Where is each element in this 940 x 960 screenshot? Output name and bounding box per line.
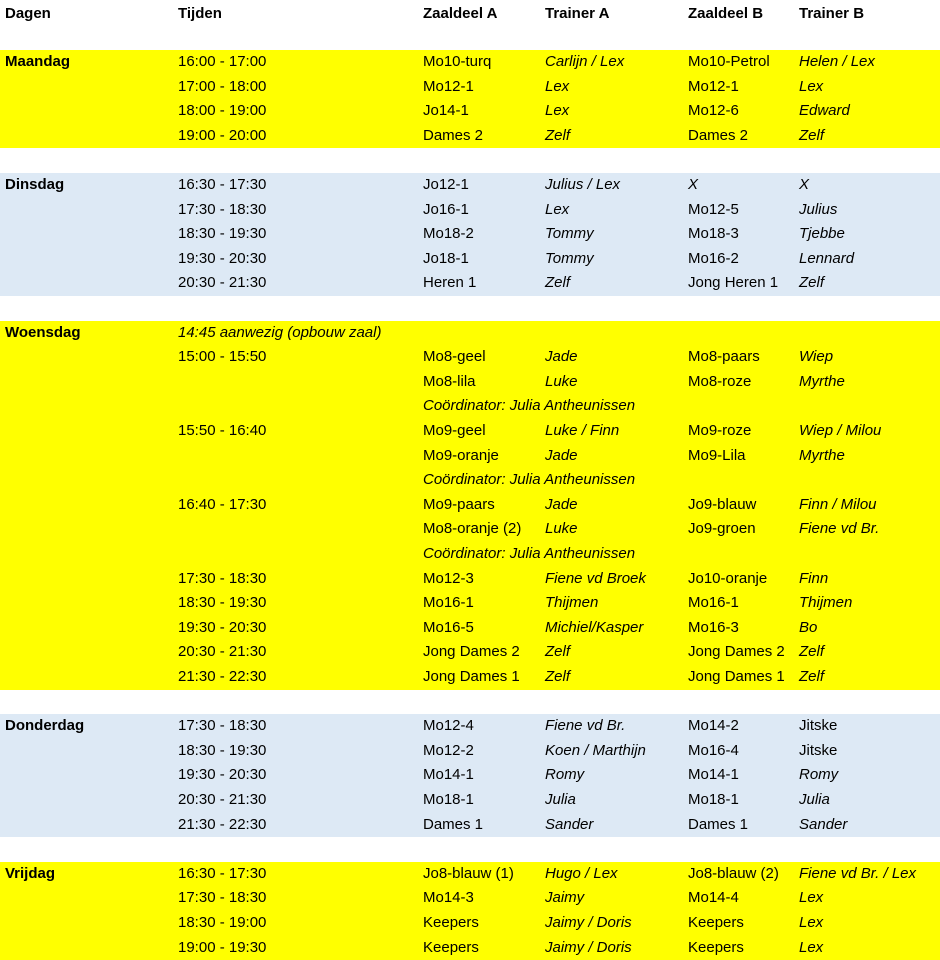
zaaldeel-a-cell: Mo9-paars	[423, 495, 495, 513]
coordinator-note: Coördinator: Julia Antheunissen	[423, 397, 636, 415]
day-label: Maandag	[5, 53, 71, 70]
zaaldeel-b-cell: Mo12-6	[688, 102, 739, 120]
zaaldeel-b-cell: Jo9-blauw	[688, 495, 757, 513]
trainer-a-cell: Jaimy	[545, 889, 585, 907]
table-row	[0, 665, 940, 690]
trainer-b-cell: Tjebbe	[799, 225, 845, 243]
trainer-a-cell: Fiene vd Broek	[545, 569, 646, 587]
zaaldeel-b-cell: Mo14-2	[688, 717, 739, 735]
time-cell: 19:30 - 20:30	[178, 766, 267, 784]
table-row	[0, 247, 940, 272]
table-row	[0, 321, 940, 346]
time-cell: 18:30 - 19:30	[178, 594, 267, 612]
time-cell: 18:00 - 19:00	[178, 102, 267, 120]
day-label: Vrijdag	[5, 864, 56, 882]
table-row	[0, 714, 940, 739]
table-row	[0, 591, 940, 616]
zaaldeel-b-cell: X	[688, 176, 699, 193]
zaaldeel-a-cell: Mo14-1	[423, 766, 474, 784]
trainer-b-cell: Fiene vd Br. / Lex	[799, 864, 916, 882]
zaaldeel-a-cell: Dames 1	[423, 815, 484, 833]
table-row	[0, 124, 940, 149]
day-label: Donderdag	[5, 717, 85, 735]
zaaldeel-a-cell: Mo16-1	[423, 594, 474, 612]
table-row	[0, 616, 940, 641]
zaaldeel-a-cell: Jo12-1	[423, 176, 469, 193]
table-row	[0, 517, 940, 542]
trainer-a-cell: Zelf	[545, 668, 571, 685]
time-cell: 17:30 - 18:30	[178, 889, 267, 907]
trainer-b-cell: Helen / Lex	[799, 53, 875, 70]
table-row	[0, 468, 940, 493]
table-row	[0, 763, 940, 788]
trainer-a-cell: Sander	[545, 815, 594, 833]
time-cell: 16:30 - 17:30	[178, 176, 267, 193]
table-row	[0, 394, 940, 419]
zaaldeel-a-cell: Mo18-2	[423, 225, 474, 243]
table-row	[0, 271, 940, 296]
zaaldeel-b-cell: Mo18-3	[688, 225, 739, 243]
trainer-b-cell: Wiep	[799, 348, 834, 366]
header-row	[0, 2, 940, 27]
trainer-b-cell: Edward	[799, 102, 850, 120]
zaaldeel-a-cell: Jong Dames 1	[423, 668, 520, 685]
table-row	[0, 493, 940, 518]
time-cell: 17:30 - 18:30	[178, 569, 267, 587]
zaaldeel-b-cell: Mo9-Lila	[688, 446, 746, 464]
trainer-b-cell: Myrthe	[799, 446, 845, 464]
trainer-b-cell: Lennard	[799, 249, 855, 267]
trainer-b-cell: Bo	[799, 618, 818, 636]
trainer-b-cell: Julia	[799, 791, 830, 808]
zaaldeel-a-cell: Heren 1	[423, 274, 477, 292]
zaaldeel-a-cell: Mo8-geel	[423, 348, 486, 366]
zaaldeel-b-cell: Mo12-1	[688, 77, 739, 95]
day-label: Woensdag	[5, 323, 81, 341]
table-row	[0, 886, 940, 911]
trainer-a-cell: Jade	[545, 446, 578, 464]
table-row	[0, 788, 940, 813]
trainer-a-cell: Lex	[545, 77, 570, 95]
table-row	[0, 370, 940, 395]
trainer-a-cell: Jaimy / Doris	[545, 938, 632, 956]
zaaldeel-b-cell: Dames 2	[688, 126, 749, 144]
time-cell: 18:30 - 19:00	[178, 914, 267, 931]
trainer-b-cell: Jitske	[799, 741, 838, 759]
zaaldeel-b-cell: Mo16-1	[688, 594, 739, 612]
zaaldeel-b-cell: Mo16-2	[688, 249, 739, 267]
trainer-b-cell: Fiene vd Br.	[799, 520, 880, 538]
zaaldeel-a-cell: Mo9-oranje	[423, 446, 499, 464]
zaaldeel-b-cell: Jo9-groen	[688, 520, 756, 538]
trainer-b-cell: Lex	[799, 914, 824, 931]
time-cell: 16:40 - 17:30	[178, 495, 267, 513]
trainer-b-cell: Jitske	[799, 717, 838, 735]
day-label: Dinsdag	[5, 176, 65, 193]
trainer-b-cell: Thijmen	[799, 594, 853, 612]
trainer-b-cell: X	[799, 176, 810, 193]
zaaldeel-a-cell: Mo8-lila	[423, 372, 476, 390]
zaaldeel-a-cell: Jo18-1	[423, 249, 469, 267]
header-trainer-a: Trainer A	[545, 5, 610, 22]
trainer-a-cell: Zelf	[545, 274, 571, 292]
time-cell: 20:30 - 21:30	[178, 791, 267, 808]
zaaldeel-b-cell: Dames 1	[688, 815, 749, 833]
trainer-a-cell: Jade	[545, 495, 578, 513]
table-row	[0, 911, 940, 936]
trainer-a-cell: Thijmen	[545, 594, 599, 612]
zaaldeel-b-cell: Jong Dames 2	[688, 643, 785, 661]
trainer-b-cell: Myrthe	[799, 372, 845, 390]
trainer-a-cell: Romy	[545, 766, 585, 784]
trainer-a-cell: Jade	[545, 348, 578, 366]
trainer-a-cell: Zelf	[545, 643, 571, 661]
time-cell: 15:50 - 16:40	[178, 422, 267, 439]
trainer-b-cell: Romy	[799, 766, 839, 784]
trainer-a-cell: Lex	[545, 200, 570, 218]
trainer-b-cell: Julius	[799, 200, 838, 218]
zaaldeel-b-cell: Mo8-roze	[688, 372, 752, 390]
table-row	[0, 640, 940, 665]
zaaldeel-a-cell: Mo16-5	[423, 618, 474, 636]
zaaldeel-b-cell: Jong Dames 1	[688, 668, 785, 685]
time-cell: 20:30 - 21:30	[178, 643, 267, 661]
table-row	[0, 99, 940, 124]
trainer-a-cell: Tommy	[545, 225, 594, 243]
table-row	[0, 862, 940, 887]
zaaldeel-a-cell: Jong Dames 2	[423, 643, 520, 661]
time-cell: 15:00 - 15:50	[178, 348, 267, 366]
zaaldeel-b-cell: Jo8-blauw (2)	[688, 864, 779, 882]
zaaldeel-a-cell: Jo16-1	[423, 200, 469, 218]
trainer-a-cell: Hugo / Lex	[545, 864, 618, 882]
table-row	[0, 222, 940, 247]
coordinator-note: Coördinator: Julia Antheunissen	[423, 545, 636, 562]
trainer-b-cell: Zelf	[799, 126, 825, 144]
trainer-b-cell: Zelf	[799, 274, 825, 292]
zaaldeel-b-cell: Mo8-paars	[688, 348, 760, 366]
zaaldeel-b-cell: Mo12-5	[688, 200, 739, 218]
trainer-a-cell: Luke	[545, 520, 578, 538]
zaaldeel-a-cell: Mo12-3	[423, 569, 474, 587]
zaaldeel-b-cell: Mo14-1	[688, 766, 739, 784]
time-cell: 21:30 - 22:30	[178, 815, 267, 833]
zaaldeel-b-cell: Keepers	[688, 938, 744, 956]
header-zaaldeel-a: Zaaldeel A	[423, 5, 498, 22]
trainer-b-cell: Lex	[799, 889, 824, 907]
time-cell: 19:00 - 20:00	[178, 126, 267, 144]
zaaldeel-a-cell: Keepers	[423, 938, 479, 956]
zaaldeel-a-cell: Mo14-3	[423, 889, 474, 907]
trainer-a-cell: Carlijn / Lex	[545, 53, 625, 70]
trainer-b-cell: Lex	[799, 938, 824, 956]
zaaldeel-a-cell: Mo12-4	[423, 717, 474, 735]
header-tijden: Tijden	[178, 5, 222, 22]
trainer-a-cell: Koen / Marthijn	[545, 741, 646, 759]
trainer-a-cell: Jaimy / Doris	[545, 914, 632, 931]
table-row	[0, 173, 940, 198]
table-row	[0, 50, 940, 75]
trainer-b-cell: Wiep / Milou	[799, 422, 882, 439]
trainer-b-cell: Finn	[799, 569, 829, 587]
time-cell: 17:00 - 18:00	[178, 77, 267, 95]
arrival-note: 14:45 aanwezig (opbouw zaal)	[178, 323, 382, 341]
zaaldeel-b-cell: Mo18-1	[688, 791, 739, 808]
zaaldeel-b-cell: Mo16-3	[688, 618, 739, 636]
zaaldeel-b-cell: Jo10-oranje	[688, 569, 768, 587]
trainer-b-cell: Zelf	[799, 668, 825, 685]
zaaldeel-a-cell: Jo8-blauw (1)	[423, 864, 514, 882]
time-cell: 19:30 - 20:30	[178, 618, 267, 636]
trainer-a-cell: Fiene vd Br.	[545, 717, 626, 735]
time-cell: 18:30 - 19:30	[178, 225, 267, 243]
zaaldeel-a-cell: Jo14-1	[423, 102, 469, 120]
trainer-a-cell: Tommy	[545, 249, 594, 267]
zaaldeel-b-cell: Mo10-Petrol	[688, 53, 770, 70]
trainer-a-cell: Julius / Lex	[545, 176, 621, 193]
time-cell: 21:30 - 22:30	[178, 668, 267, 685]
table-row	[0, 739, 940, 764]
trainer-b-cell: Zelf	[799, 643, 825, 661]
table-row	[0, 75, 940, 100]
table-row	[0, 813, 940, 838]
zaaldeel-a-cell: Mo9-geel	[423, 422, 486, 439]
time-cell: 16:30 - 17:30	[178, 864, 267, 882]
table-row	[0, 419, 940, 444]
header-trainer-b: Trainer B	[799, 5, 865, 22]
table-row	[0, 567, 940, 592]
coordinator-note: Coördinator: Julia Antheunissen	[423, 471, 636, 489]
zaaldeel-a-cell: Mo12-1	[423, 77, 474, 95]
table-row	[0, 198, 940, 223]
time-cell: 18:30 - 19:30	[178, 741, 267, 759]
time-cell: 17:30 - 18:30	[178, 200, 267, 218]
zaaldeel-b-cell: Keepers	[688, 914, 744, 931]
time-cell: 17:30 - 18:30	[178, 717, 267, 735]
zaaldeel-b-cell: Jong Heren 1	[688, 274, 779, 292]
time-cell: 20:30 - 21:30	[178, 274, 267, 292]
zaaldeel-a-cell: Mo10-turq	[423, 53, 492, 70]
trainer-a-cell: Lex	[545, 102, 570, 120]
table-row	[0, 444, 940, 469]
zaaldeel-b-cell: Mo9-roze	[688, 422, 752, 439]
trainer-b-cell: Lex	[799, 77, 824, 95]
header-dagen: Dagen	[5, 5, 51, 22]
table-row	[0, 936, 940, 960]
time-cell: 16:00 - 17:00	[178, 53, 267, 70]
zaaldeel-a-cell: Dames 2	[423, 126, 484, 144]
zaaldeel-a-cell: Keepers	[423, 914, 479, 931]
table-row	[0, 542, 940, 567]
header-zaaldeel-b: Zaaldeel B	[688, 5, 764, 22]
trainer-b-cell: Sander	[799, 815, 848, 833]
zaaldeel-a-cell: Mo8-oranje (2)	[423, 520, 522, 538]
zaaldeel-a-cell: Mo12-2	[423, 741, 474, 759]
time-cell: 19:30 - 20:30	[178, 249, 267, 267]
trainer-a-cell: Julia	[545, 791, 576, 808]
zaaldeel-b-cell: Mo16-4	[688, 741, 739, 759]
zaaldeel-a-cell: Mo18-1	[423, 791, 474, 808]
trainer-a-cell: Luke / Finn	[545, 422, 620, 439]
trainer-b-cell: Finn / Milou	[799, 495, 877, 513]
table-row	[0, 345, 940, 370]
zaaldeel-b-cell: Mo14-4	[688, 889, 739, 907]
trainer-a-cell: Luke	[545, 372, 578, 390]
trainer-a-cell: Zelf	[545, 126, 571, 144]
trainer-a-cell: Michiel/Kasper	[545, 618, 644, 636]
time-cell: 19:00 - 19:30	[178, 938, 267, 956]
